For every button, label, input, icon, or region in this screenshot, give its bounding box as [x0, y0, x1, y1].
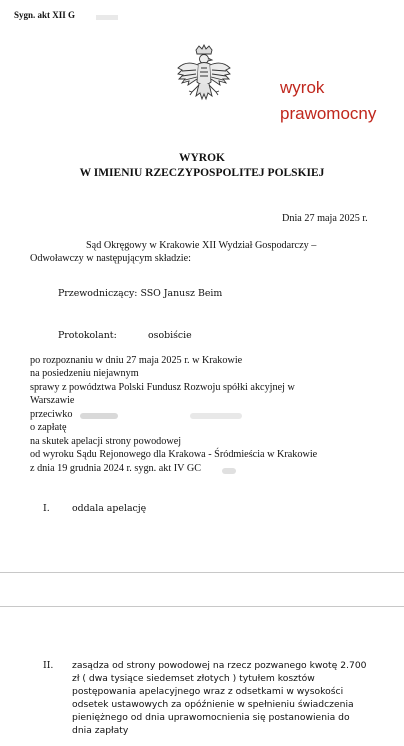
redacted-signature-number [96, 15, 118, 20]
ruling-point-number: II. [43, 660, 54, 671]
ruling-point-line: pieniężnego od dnia uprawomocnienia się postanowienia do [72, 712, 350, 723]
clerk-label: Protokolant: [58, 330, 117, 341]
proceedings-line: na skutek apelacji strony powodowej [30, 436, 182, 447]
proceedings-line: od wyroku Sądu Rejonowego dla Krakowa - Śródmieścia w Krakowie [30, 449, 318, 460]
stamp-final-judgment-line2: prawomocny [280, 104, 377, 123]
page-divider [0, 572, 404, 573]
proceedings-line: z dnia 19 grudnia 2024 r. sygn. akt IV GC [30, 463, 201, 474]
clerk-value: osobiście [148, 330, 192, 341]
ruling-point-line: zł ( dwa tysiące siedemset złotych ) tytułem kosztów [72, 673, 315, 684]
case-signature: Sygn. akt XII G [14, 10, 76, 20]
proceedings-line: o zapłatę [30, 422, 67, 433]
ruling-point-line: odsetek ustawowych za opóźnienie w spełnieniu świadczenia [72, 699, 354, 710]
ruling-point-text: oddala apelację [72, 503, 147, 514]
redacted-case-number [222, 468, 236, 474]
proceedings-line: na posiedzeniu niejawnym [30, 368, 139, 379]
court-name-line1: Sąd Okręgowy w Krakowie XII Wydział Gospodarczy – [86, 240, 317, 251]
stamp-final-judgment-line1: wyrok [280, 78, 325, 97]
ruling-point-line: postępowania apelacyjnego wraz z odsetkami w wysokości [72, 686, 344, 697]
redacted-defendant-name [80, 413, 118, 419]
proceedings-line: przeciwko [30, 409, 73, 420]
page-divider [0, 606, 404, 607]
proceedings-line: sprawy z powództwa Polski Fundusz Rozwoju spółki akcyjnej w [30, 382, 295, 393]
document-title: WYROK [179, 152, 225, 164]
redacted-defendant-address [190, 413, 242, 419]
polish-eagle-emblem-icon [176, 44, 232, 110]
judgment-date: Dnia 27 maja 2025 r. [282, 213, 368, 224]
ruling-point-line: dnia zapłaty [72, 725, 129, 736]
proceedings-line: po rozpoznaniu w dniu 27 maja 2025 r. w Krakowie [30, 355, 243, 366]
proceedings-line: Warszawie [30, 395, 75, 406]
presiding-judge: Przewodniczący: SSO Janusz Beim [58, 288, 223, 299]
ruling-point-number: I. [43, 503, 50, 514]
document-subtitle: W IMIENIU RZECZYPOSPOLITEJ POLSKIEJ [79, 167, 325, 179]
court-name-line2: Odwoławczy w następującym składzie: [30, 253, 191, 264]
ruling-point-line: zasądza od strony powodowej na rzecz pozwanego kwotę 2.700 [72, 660, 367, 671]
